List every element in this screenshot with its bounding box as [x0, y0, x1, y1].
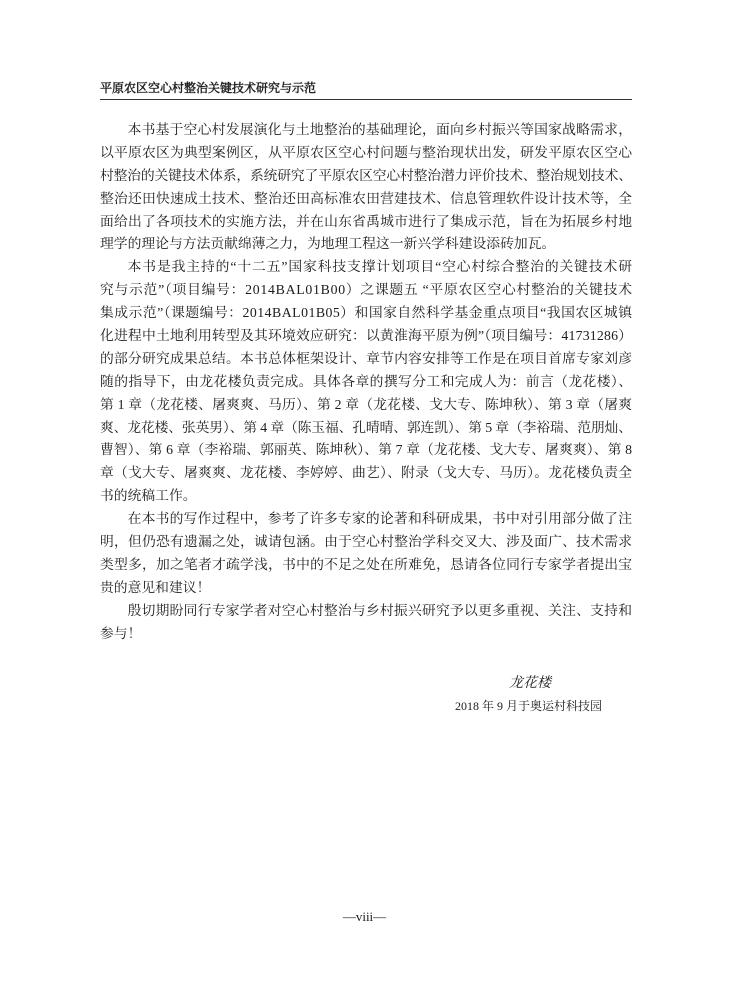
text-line: 第 1 章（龙花楼、屠爽爽、马历）、第 2 章（龙花楼、戈大专、陈坤秋）、第 3 章（屠爽	[100, 396, 633, 412]
text-line: 类型多，加之笔者才疏学浅，书中的不足之处在所难免，恳请各位同行专家学者提出宝	[100, 556, 633, 572]
text-line: 参与！	[100, 625, 142, 641]
paragraph	[100, 256, 632, 508]
text-line: 曹智）、第 6 章（李裕瑞、郭丽英、陈坤秋）、第 7 章（龙花楼、戈大专、屠爽爽）、第 8	[100, 442, 633, 458]
paragraph	[100, 600, 632, 646]
header-rule	[100, 99, 632, 100]
text-line: 本书基于空心村发展演化与土地整治的基础理论，面向乡村振兴等国家战略需求，	[127, 122, 633, 137]
running-title: 平原农区空心村整治关键技术研究与示范	[100, 81, 317, 95]
page-number: —viii—	[342, 909, 387, 924]
text-line: 爽、龙花楼、张英男）、第 4 章（陈玉福、孔晴晴、郭连凯）、第 5 章（李裕瑞、范朋灿、	[100, 419, 632, 435]
text-line: 本书是我主持的“十二五”国家科技支撑计划项目“空心村综合整治的关键技术研	[127, 259, 633, 275]
text-line: 整治还田快速成土技术、整治还田高标准农田营建技术、信息管理软件设计技术等，全	[100, 190, 633, 206]
text-line: 究与示范”（项目编号：2014BAL01B00）之课题五 “平原农区空心村整治的关键技术	[100, 282, 633, 298]
signature-date-place: 2018 年 9 月于奥运村科技园	[455, 699, 603, 713]
text-line: 面给出了各项技术的实施方法，并在山东省禹城市进行了集成示范，旨在为拓展乡村地	[100, 213, 633, 229]
text-line: 明，但仍恐有遗漏之处，诚请包涵。由于空心村整治学科交叉大、涉及面广、技术需求	[100, 534, 633, 550]
text-line: 的部分研究成果总结。本书总体框架设计、章节内容安排等工作是在项目首席专家刘彦	[100, 350, 633, 366]
preface-body	[100, 119, 632, 645]
text-line: 村整治的关键技术体系，系统研究了平原农区空心村整治潜力评价技术、整治规划技术、	[100, 167, 632, 183]
text-line: 书的统稿工作。	[100, 488, 197, 504]
text-line: 以平原农区为典型案例区，从平原农区空心村问题与整治现状出发，研发平原农区空心	[100, 144, 633, 160]
text-line: 在本书的写作过程中，参考了许多专家的论著和科研成果，书中对引用部分做了注	[127, 511, 633, 527]
paragraph	[100, 508, 632, 600]
text-line: 理学的理论与方法贡献绵薄之力，为地理工程这一新兴学科建设添砖加瓦。	[100, 236, 556, 252]
text-line: 化进程中土地利用转型及其环境效应研究：以黄淮海平原为例”（项目编号：41731286）	[100, 328, 633, 344]
text-line: 殷切期盼同行专家学者对空心村整治与乡村振兴研究予以更多重视、关注、支持和	[127, 602, 633, 618]
text-line: 集成示范”（课题编号：2014BAL01B05）和国家自然科学基金重点项目“我国农区城镇	[100, 305, 633, 321]
signature-author: 龙花楼	[509, 676, 551, 691]
text-line: 贵的意见和建议！	[100, 579, 211, 595]
text-line: 随的指导下，由龙花楼负责完成。具体各章的撰写分工和完成人为：前言（龙花楼）、	[100, 373, 633, 389]
paragraph	[100, 119, 632, 256]
text-line: 章（戈大专、屠爽爽、龙花楼、李婷婷、曲艺）、附录（戈大专、马历）。龙花楼负责全	[100, 465, 633, 481]
